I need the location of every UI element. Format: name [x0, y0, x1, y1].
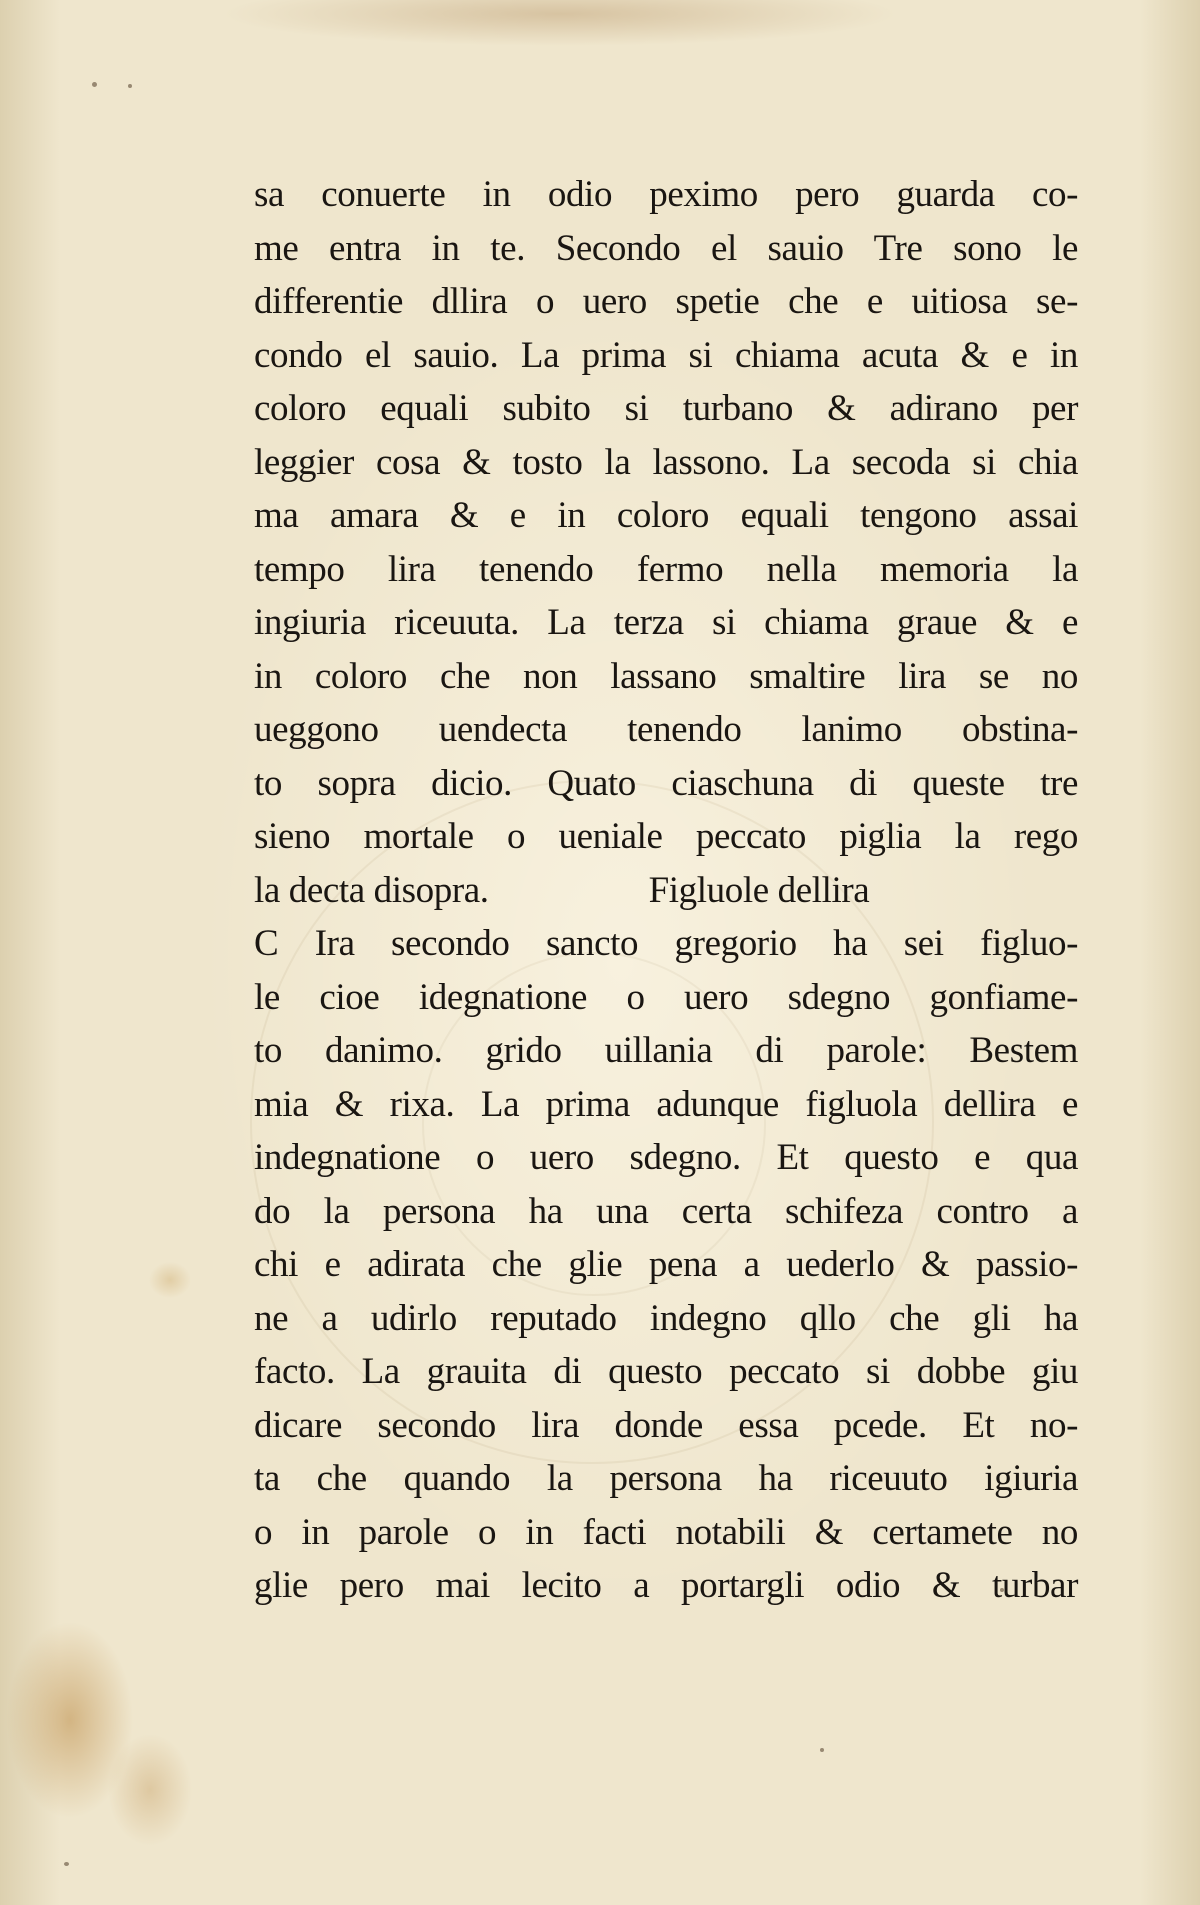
text-line: to danimo. grido uillania di parole: Bestem — [254, 1030, 1078, 1071]
text-line: la decta disopra. — [254, 869, 489, 911]
heading-row — [254, 864, 1078, 918]
text-line: coloro equali subito si turbano & adirano per — [254, 388, 1078, 429]
text-line: do la persona ha una certa schifeza contro a — [254, 1190, 1078, 1232]
text-line: o in parole o in facti notabili & certamete no — [254, 1511, 1078, 1553]
text-line: condo el sauio. La prima si chiama acuta & e in — [254, 334, 1078, 376]
text-line: mia & rixa. La prima adunque figluola dellira e — [254, 1083, 1078, 1125]
text-line: ingiuria riceuuta. La terza si chiama graue & e — [254, 602, 1078, 643]
text-line: sieno mortale o ueniale peccato piglia la rego — [254, 816, 1078, 857]
paper-speck — [64, 1862, 69, 1866]
text-line: dicare secondo lira donde essa pcede. Et no- — [254, 1404, 1078, 1446]
text-line: indegnatione o uero sdegno. Et questo e qua — [254, 1137, 1078, 1178]
text-line: C Ira secondo sancto gregorio ha sei figluo- — [254, 923, 1078, 964]
text-line: in coloro che non lassano smaltire lira se no — [254, 655, 1078, 697]
text-line: glie pero mai lecito a portargli odio & turbar — [254, 1565, 1078, 1606]
paper-speck — [92, 82, 97, 87]
paper-speck — [128, 84, 132, 88]
text-line: facto. La grauita di questo peccato si dobbe giu — [254, 1351, 1078, 1392]
text-line: sa conuerte in odio peximo pero guarda co- — [254, 174, 1078, 215]
section-heading: Figluole dellira — [648, 869, 870, 911]
text-line: le cioe idegnatione o uero sdegno gonfiame- — [254, 976, 1078, 1018]
text-line: chi e adirata che glie pena a uederlo & passio- — [254, 1244, 1078, 1285]
paper-speck — [820, 1748, 824, 1752]
text-line: differentie dllira o uero spetie che e uitiosa se- — [254, 281, 1078, 322]
text-line: ta che quando la persona ha riceuuto igiuria — [254, 1458, 1078, 1499]
text-column — [254, 168, 1078, 1613]
text-line: me entra in te. Secondo el sauio Tre sono le — [254, 227, 1078, 269]
text-line: to sopra dicio. Quato ciaschuna di queste tre — [254, 762, 1078, 804]
text-line: ne a udirlo reputado indegno qllo che gli ha — [254, 1297, 1078, 1339]
text-line: ma amara & e in coloro equali tengono assai — [254, 495, 1078, 536]
text-line: ueggono uendecta tenendo lanimo obstina- — [254, 709, 1078, 750]
text-line: tempo lira tenendo fermo nella memoria la — [254, 548, 1078, 590]
text-line: leggier cosa & tosto la lassono. La secoda si chia — [254, 441, 1078, 483]
